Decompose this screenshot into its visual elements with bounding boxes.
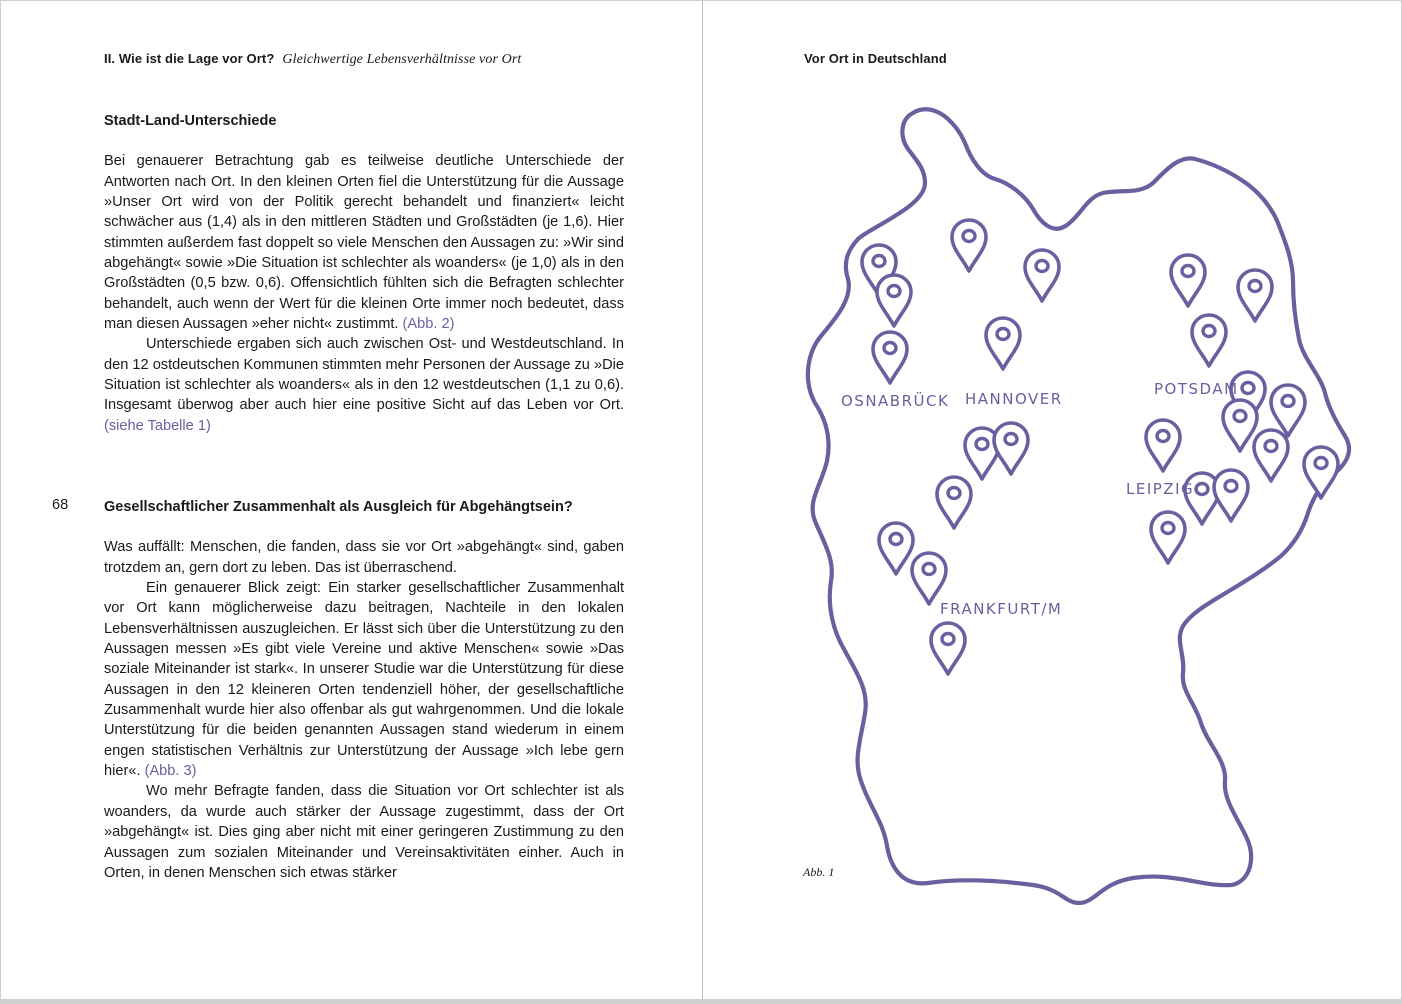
location-pin-icon	[937, 477, 971, 528]
location-pin-icon	[1151, 512, 1185, 563]
city-label: HANNOVER	[965, 390, 1063, 408]
body-paragraph	[104, 781, 624, 883]
location-pin-icon	[1304, 447, 1338, 498]
location-pin-icon	[1254, 430, 1288, 481]
city-label: POTSDAM	[1154, 380, 1239, 398]
right-page	[703, 1, 1401, 999]
location-pin-icon	[1223, 400, 1257, 451]
paragraph-text: Was auffällt: Menschen, die fanden, dass sie vor Ort »abgehängt« sind, gaben trotzdem an, gern dort zu leben. Das ist überraschend.	[104, 539, 624, 576]
section-heading: Gesellschaftlicher Zusammenhalt als Ausgleich für Abgehängtsein?	[104, 499, 573, 515]
location-pin-icon	[931, 623, 965, 674]
running-head-chapter: II. Wie ist die Lage vor Ort?	[104, 51, 275, 66]
left-page	[1, 1, 701, 999]
section-heading: Stadt-Land-Unterschiede	[104, 113, 277, 129]
running-head-subtitle: Gleichwertige Lebensverhältnisse vor Ort	[282, 52, 522, 67]
city-labels	[841, 380, 1239, 618]
location-pin-icon	[879, 523, 913, 574]
paragraph-text: Bei genauerer Betrachtung gab es teilweise deutliche Unterschiede der Antworten nach Ort. In den kleinen Orten fiel die Unterstützung für die Aussage »Unser Ort wird von der Politik gerecht behandelt und finanziert« leicht schwächer aus (1,4) als in den mittleren Städten und Großstädten (je 1,6). Hier stimmten außerdem fast doppelt so viele Menschen den Aussagen zu: »Wir sind abgehängt« sowie »Die Situation ist schlechter als woanders« (je 1,0) als in den Großstädten (0,5 bzw. 0,6). Offensichtlich fühlten sich die Befragten schlechter behandelt, auch wenn der Wert für die kleinen Orte immer noch bedeutet, dass man diesen Aussagen »eher nicht« zustimmt.	[104, 153, 624, 333]
paragraph-text: Unterschiede ergaben sich auch zwischen Ost- und Westdeutschland. In den 12 ostdeutschen Kommunen stimmten mehr Personen der Aussage zu »Die Situation ist schlechter als woanders« als in den 12 westdeutschen (1,1 zu 0,6). Insgesamt überwog aber auch hier eine positive Sicht auf das Leben vor Ort.	[104, 336, 624, 414]
location-pin-icon	[1271, 385, 1305, 436]
page-number: 68	[52, 497, 69, 513]
germany-map	[703, 1, 1401, 999]
figure-reference-link[interactable]: (Abb. 2)	[402, 316, 455, 333]
city-label: LEIPZIG	[1126, 480, 1195, 498]
location-pin-icon	[1171, 255, 1205, 306]
body-paragraph	[104, 537, 624, 578]
body-paragraph	[104, 334, 624, 436]
section-stadt-land	[104, 111, 624, 436]
book-spread	[1, 1, 1401, 999]
germany-map-figure	[703, 1, 1401, 999]
paragraph-text: Wo mehr Befragte fanden, dass die Situation vor Ort schlechter ist als woanders, da wurde auch stärker der Aussage zugestimmt, dass der Ort »abgehängt« ist. Dies ging aber nicht mit einer geringeren Zustimmung zu den Aussagen zum sozialen Miteinander und Vereinsaktivitäten einher. Auch in Orten, in denen Menschen sich etwas stärker	[104, 783, 624, 881]
location-pin-icon	[1192, 315, 1226, 366]
body-paragraph	[104, 151, 624, 334]
running-head-right: Vor Ort in Deutschland	[804, 51, 947, 66]
location-pin-icon	[1025, 250, 1059, 301]
table-reference-link[interactable]: (siehe Tabelle 1)	[104, 417, 211, 434]
figure-caption: Abb. 1	[803, 865, 835, 879]
location-pin-icon	[1146, 420, 1180, 471]
location-pin-icon	[952, 220, 986, 271]
location-pin-icon	[877, 275, 911, 326]
city-label: FRANKFURT/M	[940, 600, 1063, 618]
city-label: OSNABRÜCK	[841, 392, 950, 410]
section-zusammenhalt	[104, 497, 624, 883]
location-pin-icon	[873, 332, 907, 383]
location-pin-icon	[1238, 270, 1272, 321]
running-head-left	[104, 51, 521, 68]
location-pins	[862, 220, 1338, 674]
location-pin-icon	[912, 553, 946, 604]
location-pin-icon	[1214, 470, 1248, 521]
location-pin-icon	[986, 318, 1020, 369]
location-pin-icon	[994, 423, 1028, 474]
figure-reference-link[interactable]: (Abb. 3)	[144, 763, 197, 780]
body-paragraph	[104, 578, 624, 781]
germany-outline	[808, 109, 1349, 903]
paragraph-text: Ein genauerer Blick zeigt: Ein starker gesellschaftlicher Zusammenhalt vor Ort kann möglicherweise dazu beitragen, Nachteile in den lokalen Lebensverhältnissen auszugleichen. Er lässt sich über die Unterstützung zu den Aussagen messen »Es gibt viele Vereine und aktive Menschen« sowie »Das soziale Miteinander ist stark«. In unserer Studie war die Unterstützung für diese Aussagen in den 12 kleineren Orten tendenziell höher, der gesellschaftliche Zusammenhalt wurde hier also offenbar als gut wahrgenommen. Und die lokale Unterstützung für die beiden genannten Aussagen stand wiederum in einem engen statistischen Verhältnis zur Unterstützung der Aussage »Ich lebe gern hier«.	[104, 580, 624, 780]
